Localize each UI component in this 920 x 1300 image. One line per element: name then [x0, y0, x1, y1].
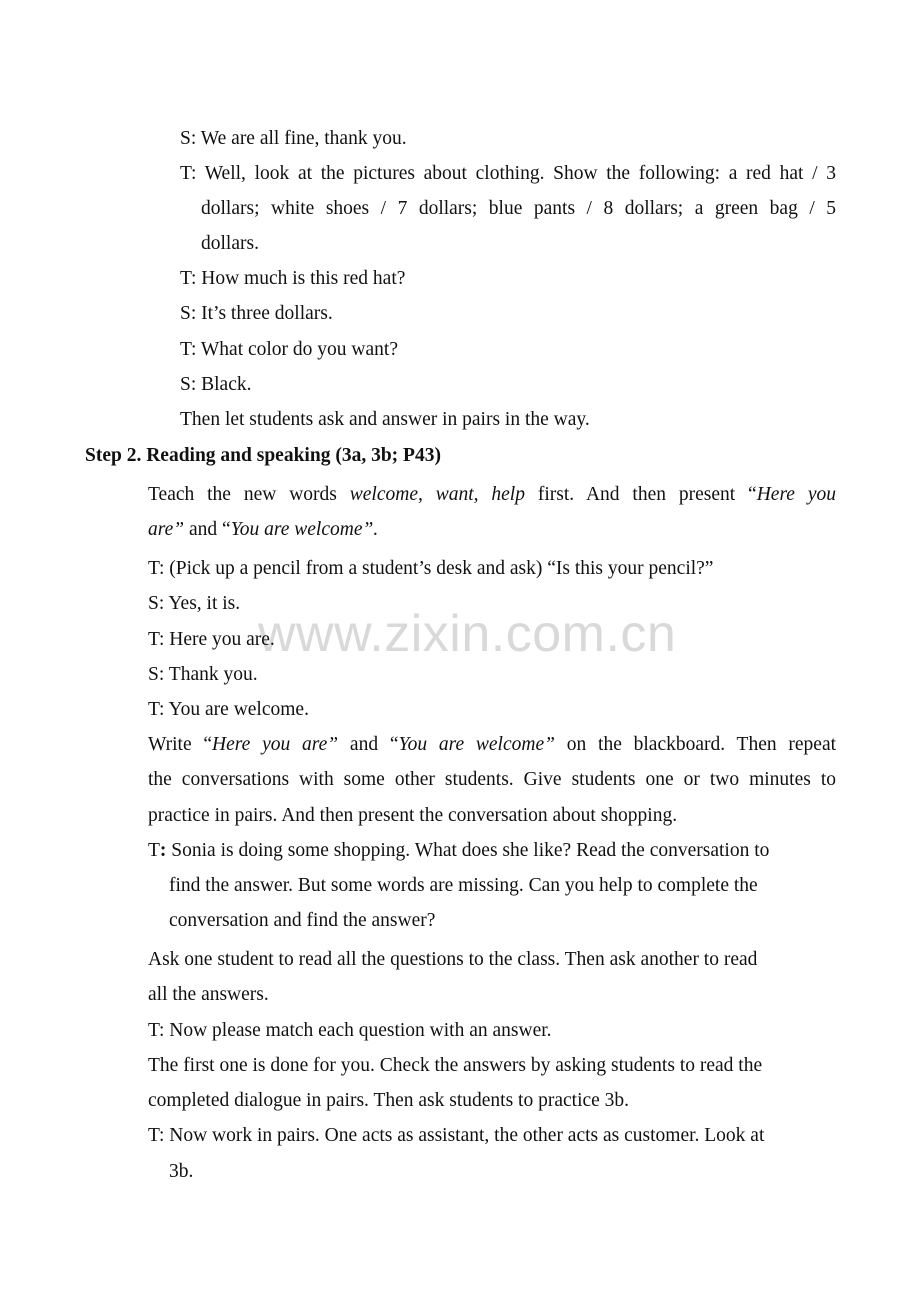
- dialogue-line: dollars; white shoes / 7 dollars; blue pants / 8 dollars; a green bag / 5: [201, 198, 836, 219]
- paragraph-line: practice in pairs. And then present the conversation about shopping.: [148, 805, 678, 826]
- dialogue-line: find the answer. But some words are missing. Can you help to complete the: [169, 875, 758, 896]
- dialogue-line: S: We are all fine, thank you.: [180, 128, 407, 149]
- paragraph-line: all the answers.: [148, 984, 269, 1005]
- dialogue-line: S: Yes, it is.: [148, 593, 241, 614]
- dialogue-line: T: You are welcome.: [148, 699, 309, 720]
- dialogue-line: S: Thank you.: [148, 664, 258, 685]
- dialogue-line: T: Sonia is doing some shopping. What does she like? Read the conversation to: [148, 840, 770, 861]
- dialogue-line: T: (Pick up a pencil from a student’s desk and ask) “Is this your pencil?”: [148, 558, 714, 579]
- dialogue-line: T: Here you are.: [148, 629, 275, 650]
- paragraph-line: Write “Here you are” and “You are welcome” on the blackboard. Then repeat: [148, 734, 837, 755]
- paragraph-line: are” and “You are welcome”.: [148, 519, 379, 540]
- watermark: www.zixin.com.cn: [258, 605, 677, 663]
- dialogue-line: T: Well, look at the pictures about clothing. Show the following: a red hat / 3: [180, 163, 836, 184]
- paragraph-line: Teach the new words welcome, want, help first. And then present “Here you: [148, 484, 836, 505]
- dialogue-line: T: What color do you want?: [180, 339, 398, 360]
- paragraph-line: the conversations with some other students. Give students one or two minutes to: [148, 769, 836, 790]
- step-heading: Step 2. Reading and speaking (3a, 3b; P43): [85, 445, 441, 466]
- dialogue-line: S: Black.: [180, 374, 252, 395]
- dialogue-line: T: How much is this red hat?: [180, 268, 406, 289]
- dialogue-line: 3b.: [169, 1161, 194, 1182]
- instruction-line: Then let students ask and answer in pairs in the way.: [180, 409, 590, 430]
- dialogue-line: dollars.: [201, 233, 259, 254]
- dialogue-line: conversation and find the answer?: [169, 910, 436, 931]
- paragraph-line: The first one is done for you. Check the answers by asking students to read the: [148, 1055, 763, 1076]
- dialogue-line: S: It’s three dollars.: [180, 303, 333, 324]
- paragraph-line: completed dialogue in pairs. Then ask students to practice 3b.: [148, 1090, 630, 1111]
- paragraph-line: Ask one student to read all the questions to the class. Then ask another to read: [148, 949, 758, 970]
- dialogue-line: T: Now please match each question with an answer.: [148, 1020, 552, 1041]
- dialogue-line: T: Now work in pairs. One acts as assistant, the other acts as customer. Look at: [148, 1125, 765, 1146]
